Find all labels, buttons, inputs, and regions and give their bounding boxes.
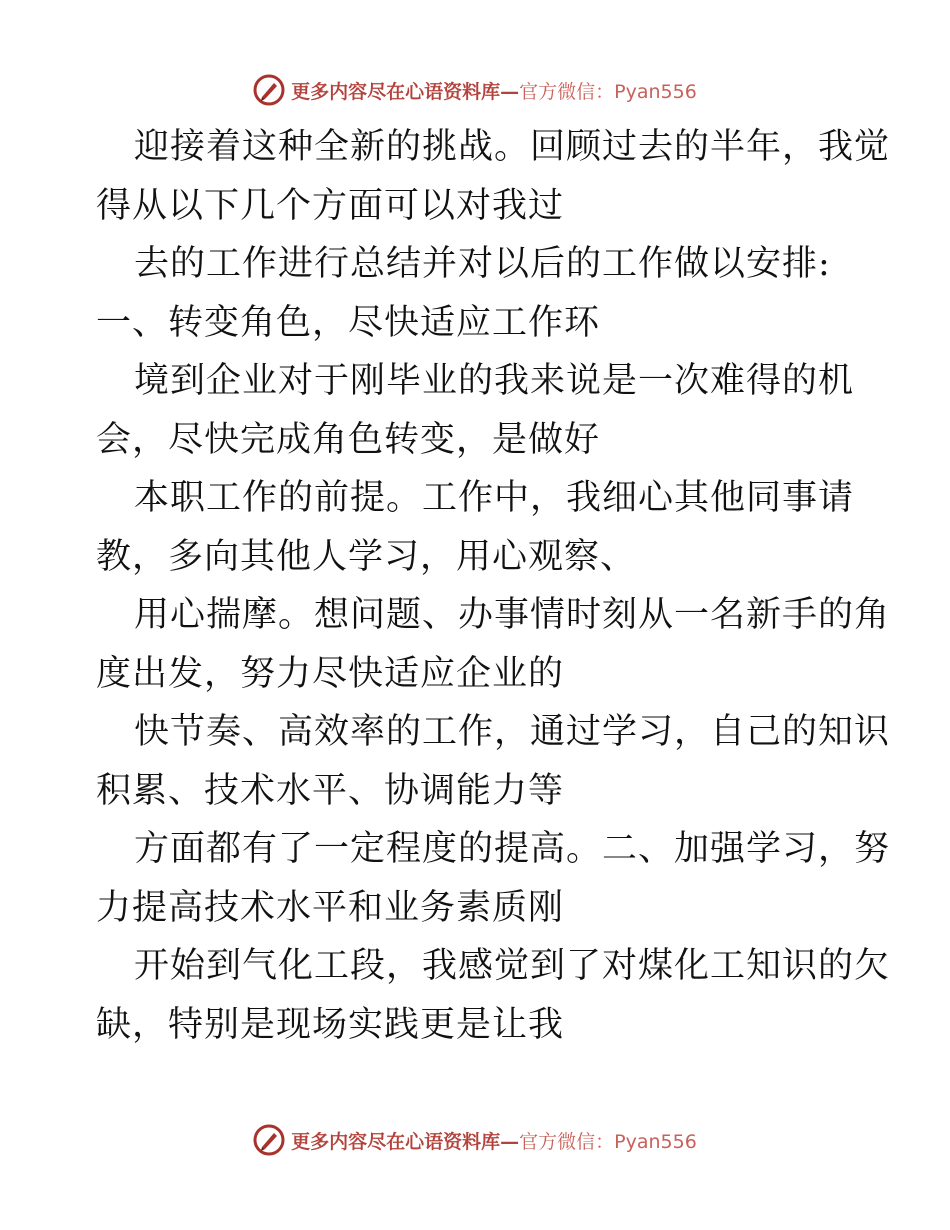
pen-logo-icon (253, 74, 285, 106)
banner-wechat: 官方微信：Pyan556 (519, 80, 697, 103)
header-banner (0, 70, 950, 110)
text-line: 一、转变角色，尽快适应工作环 (96, 302, 601, 343)
text-line: 开始到气化工段，我感觉到了对煤化工知识的欠 (134, 946, 891, 986)
text-line: 度出发，努力尽快适应企业的 (96, 653, 565, 694)
text-line: 本职工作的前提。工作中，我细心其他同事请 (134, 478, 855, 518)
text-line: 迎接着这种全新的挑战。回顾过去的半年，我觉 (134, 127, 891, 167)
text-line: 积累、技术水平、协调能力等 (96, 770, 565, 811)
pen-logo-icon (253, 1124, 285, 1156)
footer-banner (0, 1120, 950, 1160)
text-line: 力提高技术水平和业务素质刚 (96, 887, 565, 928)
banner-text: 更多内容尽在心语资料库— (291, 1130, 520, 1153)
text-line: 去的工作进行总结并对以后的工作做以安排: (134, 244, 831, 284)
document-body (96, 118, 891, 1054)
text-line: 得从以下几个方面可以对我过 (96, 185, 565, 226)
banner-wechat: 官方微信：Pyan556 (519, 1130, 697, 1153)
banner-text: 更多内容尽在心语资料库— (291, 80, 520, 103)
text-line: 境到企业对于刚毕业的我来说是一次难得的机 (134, 361, 855, 401)
text-line: 会，尽快完成角色转变，是做好 (96, 419, 601, 460)
text-line: 教，多向其他人学习，用心观察、 (96, 536, 637, 577)
text-line: 用心揣摩。想问题、办事情时刻从一名新手的角 (134, 595, 891, 635)
text-line: 快节奏、高效率的工作，通过学习，自己的知识 (134, 712, 891, 752)
text-line: 方面都有了一定程度的提高。二、加强学习，努 (134, 829, 891, 869)
text-line: 缺，特别是现场实践更是让我 (96, 1004, 565, 1045)
